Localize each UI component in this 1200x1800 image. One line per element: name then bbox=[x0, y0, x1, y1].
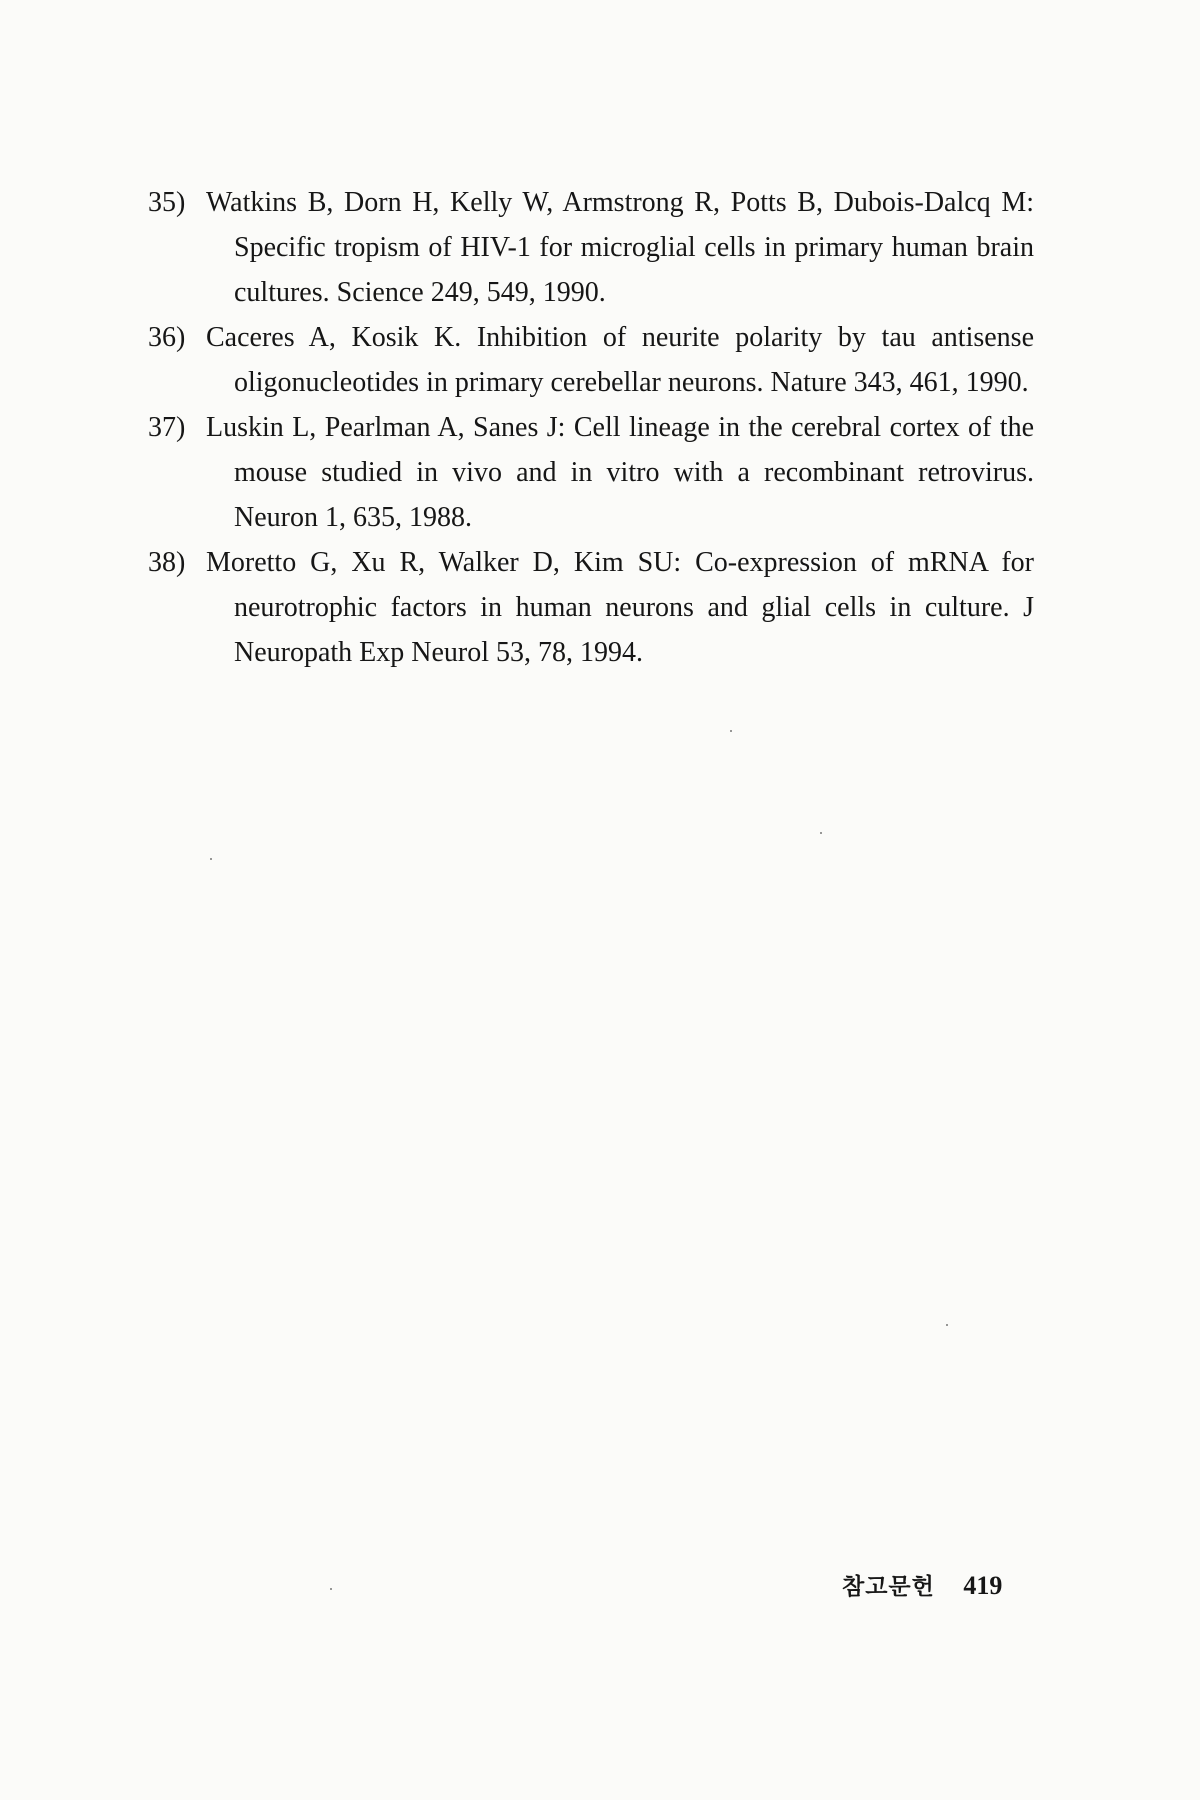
scan-speck bbox=[820, 832, 822, 834]
scan-speck bbox=[730, 730, 732, 732]
reference-number: 35) bbox=[148, 187, 186, 218]
reference-number: 37) bbox=[148, 412, 186, 443]
scan-speck bbox=[330, 1588, 332, 1590]
reference-number: 36) bbox=[148, 322, 186, 353]
reference-item bbox=[148, 540, 1034, 675]
section-title: 참고문헌 bbox=[842, 1574, 935, 1600]
reference-text: Caceres A, Kosik K. Inhibition of neurite polarity by tau antisense oligonucleotides in primary cerebellar neurons. Nature 343, 461, 1990. bbox=[206, 322, 1034, 398]
reference-item bbox=[148, 180, 1034, 315]
scan-speck bbox=[210, 858, 212, 860]
reference-item bbox=[148, 315, 1034, 405]
reference-item bbox=[148, 405, 1034, 540]
page-footer bbox=[842, 1568, 1002, 1601]
reference-number: 38) bbox=[148, 547, 186, 578]
reference-text: Moretto G, Xu R, Walker D, Kim SU: Co-expression of mRNA for neurotrophic factors in human neurons and glial cells in culture. J Neuropath Exp Neurol 53, 78, 1994. bbox=[206, 547, 1034, 668]
scan-speck bbox=[946, 1324, 948, 1326]
reference-text: Watkins B, Dorn H, Kelly W, Armstrong R, Potts B, Dubois-Dalcq M: Specific tropism of HIV-1 for microglial cells in primary human brain cultures. Science 249, 549, 1990. bbox=[206, 187, 1034, 308]
page-number: 419 bbox=[963, 1571, 1003, 1600]
reference-text: Luskin L, Pearlman A, Sanes J: Cell lineage in the cerebral cortex of the mouse studied in vivo and in vitro with a recombinant retrovirus. Neuron 1, 635, 1988. bbox=[206, 412, 1034, 533]
reference-list bbox=[148, 180, 1034, 675]
